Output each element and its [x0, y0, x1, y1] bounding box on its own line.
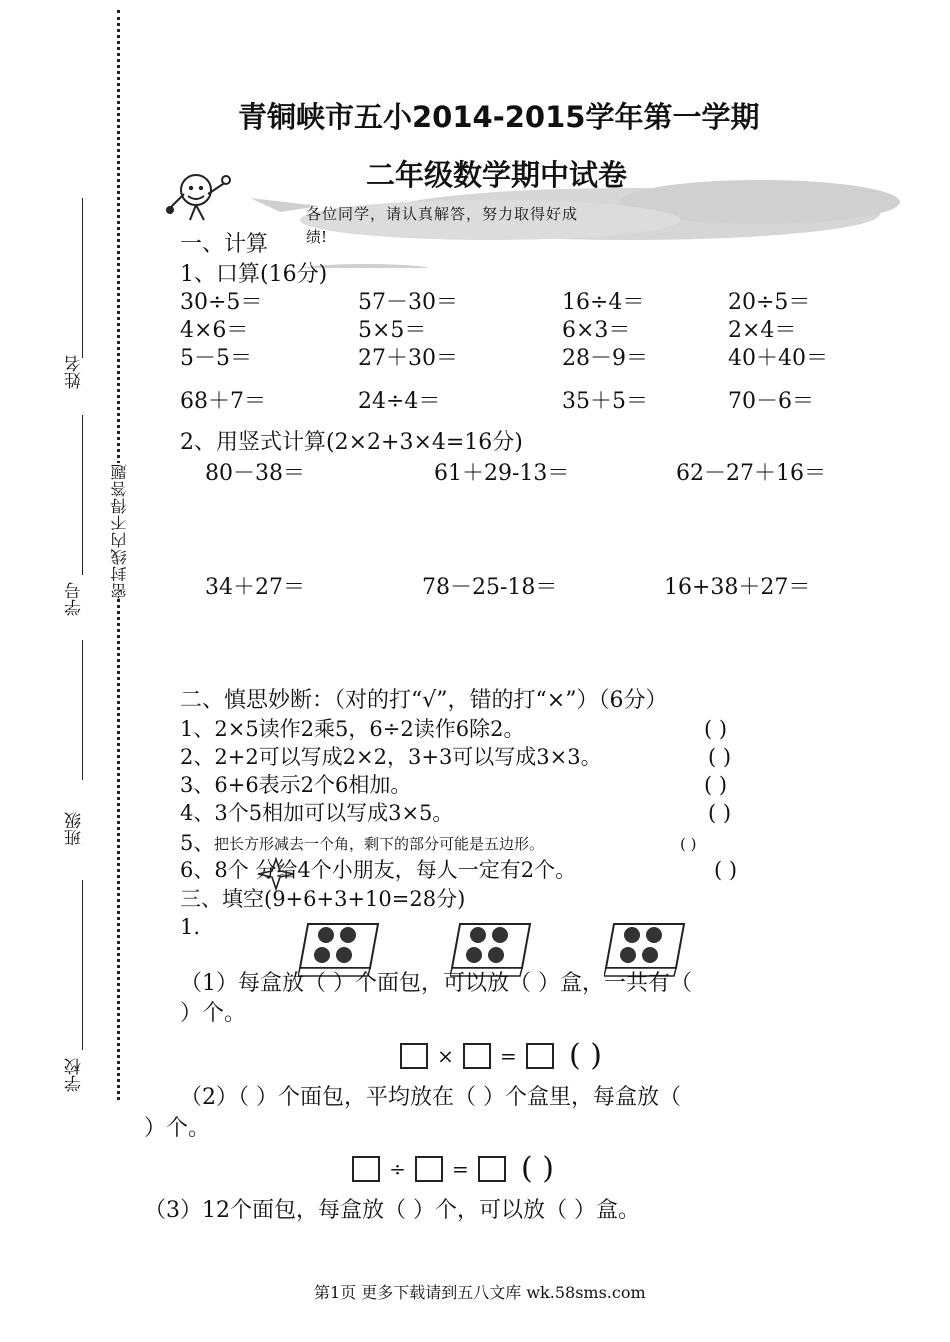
school-label: 学校: [65, 1058, 85, 1092]
unit-blank[interactable]: ( ): [521, 1151, 554, 1186]
name-label: 姓名: [65, 355, 85, 389]
fill-part-1-line-1: （1）每盒放（ ）个面包，可以放（ ）盒，一共有（: [180, 971, 692, 996]
greeting-line-1: 各位同学，请认真解答，努力取得好成: [306, 205, 579, 223]
oral-cell: 27＋30＝: [358, 346, 458, 371]
oral-cell: 20÷5＝: [728, 290, 811, 315]
divide-sign: ÷: [389, 1156, 406, 1181]
section1-heading: 一、计算: [180, 232, 269, 257]
oral-cell: 4×6＝: [180, 318, 249, 343]
page-subtitle: 二年级数学期中试卷: [366, 158, 628, 192]
id-underline: [82, 415, 83, 575]
name-underline: [82, 198, 83, 358]
page-title: 青铜峡市五小2014-2015学年第一学期: [238, 100, 760, 134]
oral-heading: 1、口算(16分): [180, 262, 328, 287]
multiplication-equation: [400, 1038, 602, 1073]
judge-item-3: 3、6+6表示2个6相加。: [180, 773, 412, 797]
vertical-calc-item: 62－27＋16＝: [676, 461, 826, 486]
oral-cell: 5×5＝: [358, 318, 427, 343]
seal-note: 密封线内不得答题: [110, 463, 129, 599]
school-underline: [82, 880, 83, 1050]
class-underline: [82, 640, 83, 780]
bread-box-icon: [298, 918, 384, 978]
judge-item-5: 把长方形减去一个角，剩下的部分可能是五边形。: [214, 835, 545, 853]
oral-cell: 57－30＝: [358, 290, 458, 315]
equals-sign: =: [452, 1156, 469, 1181]
judge-answer-blank[interactable]: ( ): [704, 717, 728, 741]
vertical-calc-item: 78－25-18＝: [422, 575, 558, 600]
oral-cell: 28－9＝: [562, 346, 648, 371]
judge-answer-blank[interactable]: ( ): [680, 835, 697, 853]
oral-cell: 2×4＝: [728, 318, 797, 343]
oral-cell: 35＋5＝: [562, 389, 648, 414]
judge-item-6: 6、8个 分给4个小朋友，每人一定有2个。: [180, 858, 577, 882]
answer-box[interactable]: [526, 1043, 554, 1069]
fill-question-1-label: 1.: [180, 915, 201, 939]
unit-blank[interactable]: ( ): [569, 1038, 602, 1073]
answer-box[interactable]: [478, 1156, 506, 1182]
judge-answer-blank[interactable]: ( ): [708, 745, 732, 769]
page-footer: 第1页 更多下载请到五八文库 wk.58sms.com: [314, 1283, 646, 1302]
fill-part-3: （3）12个面包，每盒放（ ）个，可以放（ ）盒。: [144, 1198, 640, 1223]
judge-item-1: 1、2×5读作2乘5，6÷2读作6除2。: [180, 717, 525, 741]
judge-answer-blank[interactable]: ( ): [704, 773, 728, 797]
vertical-calc-item: 16+38＋27＝: [664, 575, 811, 600]
class-label: 班级: [65, 812, 85, 846]
answer-box[interactable]: [352, 1156, 380, 1182]
vertical-calc-item: 34＋27＝: [205, 575, 305, 600]
oral-cell: 5－5＝: [180, 346, 252, 371]
answer-box[interactable]: [415, 1156, 443, 1182]
bread-box-icon: [450, 918, 536, 978]
oral-cell: 30÷5＝: [180, 290, 263, 315]
oral-cell: 68＋7＝: [180, 389, 266, 414]
judge-answer-blank[interactable]: ( ): [714, 858, 738, 882]
oral-cell: 16÷4＝: [562, 290, 645, 315]
equals-sign: =: [500, 1043, 517, 1068]
section3-heading: 三、填空(9+6+3+10=28分): [180, 887, 466, 911]
greeting-line-2: 绩!: [306, 228, 328, 246]
division-equation: [352, 1151, 554, 1186]
oral-cell: 70－6＝: [728, 389, 814, 414]
answer-box[interactable]: [400, 1043, 428, 1069]
judge-item-5-number: 5、: [180, 831, 215, 855]
answer-box[interactable]: [463, 1043, 491, 1069]
times-sign: ×: [437, 1043, 454, 1068]
bread-box-icon: [604, 918, 690, 978]
vertical-calc-heading: 2、用竖式计算(2×2+3×4=16分): [180, 430, 523, 455]
student-id-label: 学号: [65, 582, 85, 616]
judge-answer-blank[interactable]: ( ): [708, 801, 732, 825]
oral-cell: 40＋40＝: [728, 346, 828, 371]
judge-item-2: 2、2+2可以写成2×2，3+3可以写成3×3。: [180, 745, 602, 769]
vertical-calc-item: 61＋29-13＝: [434, 461, 570, 486]
judge-item-4: 4、3个5相加可以写成3×5。: [180, 801, 454, 825]
mascot-icon: [160, 168, 235, 228]
section2-heading: 二、慎思妙断：（对的打“√”，错的打“×”）（6分）: [180, 688, 668, 713]
fill-part-1-line-2: ）个。: [180, 1001, 247, 1026]
fill-part-2-line-2: ）个。: [144, 1116, 211, 1141]
oral-cell: 6×3＝: [562, 318, 631, 343]
fill-part-2-line-1: （2）（ ）个面包，平均放在（ ）个盒里，每盒放（: [180, 1085, 681, 1110]
oral-cell: 24÷4＝: [358, 389, 441, 414]
vertical-calc-item: 80－38＝: [205, 461, 305, 486]
